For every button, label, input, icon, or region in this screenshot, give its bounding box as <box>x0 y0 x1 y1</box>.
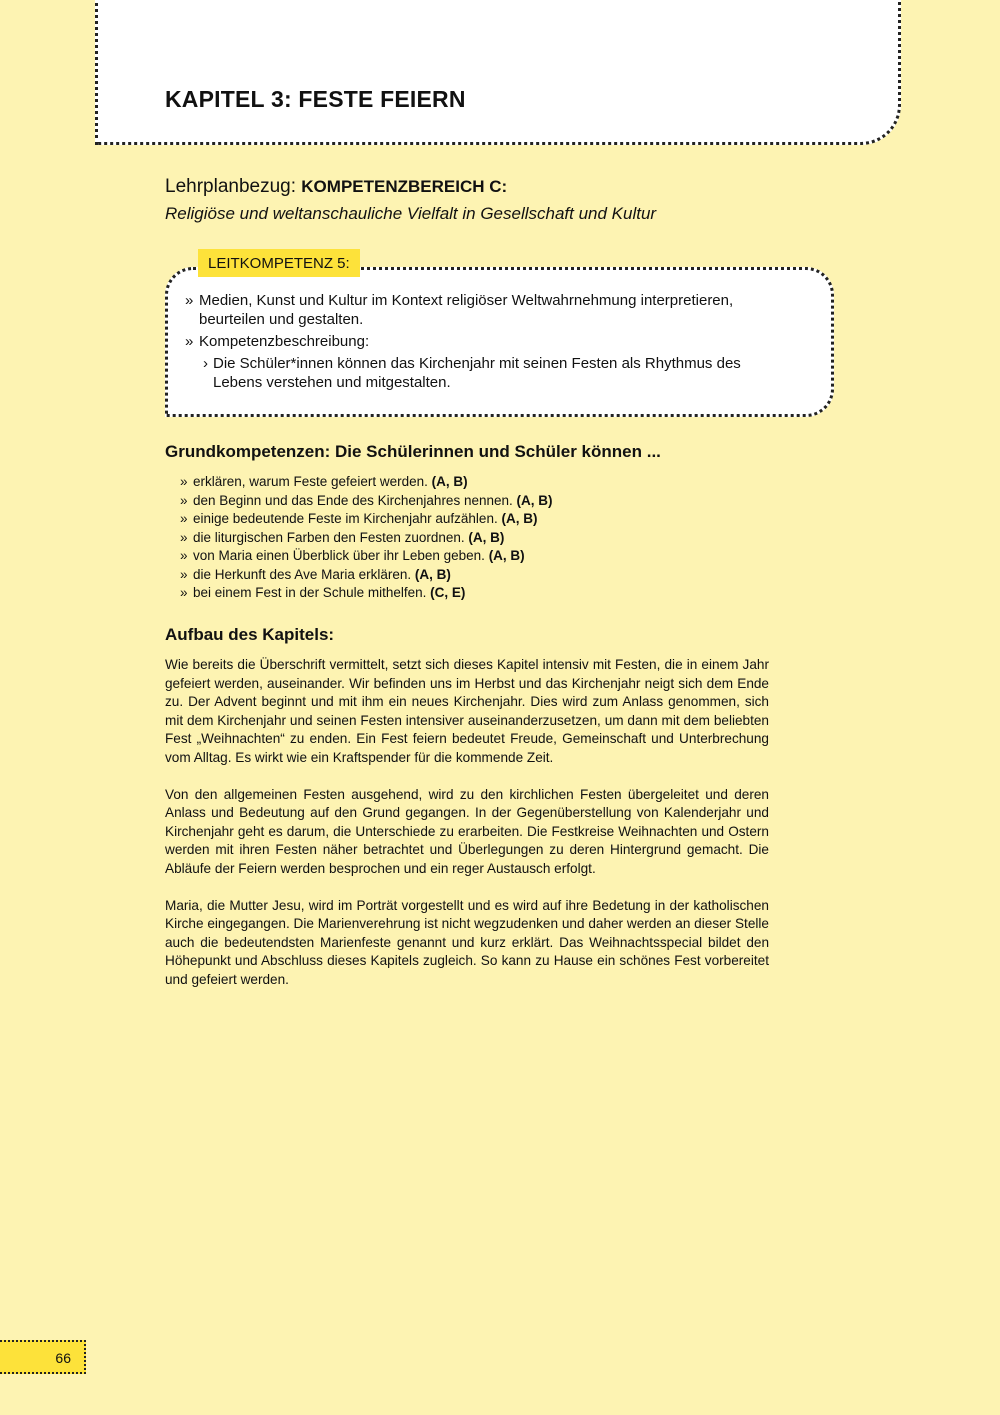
bullet-marker: » <box>185 292 194 309</box>
bullet-marker: » <box>180 585 188 600</box>
grundkompetenzen-list <box>180 473 780 603</box>
kompetenzbereich-label: KOMPETENZBEREICH C: <box>301 177 508 196</box>
list-item: » die liturgischen Farben den Festen zuordnen. (A, B) <box>180 529 780 548</box>
list-item: » Kompetenzbeschreibung: <box>185 333 370 350</box>
list-item: » erklären, warum Feste gefeiert werden. (A, B) <box>180 473 780 492</box>
list-item: » die Herkunft des Ave Maria erklären. (A, B) <box>180 566 780 585</box>
sub-list-item: › Die Schüler*innen können das Kirchenjahr mit seinen Festen als Rhythmus des Lebens verstehen und mitgestalten. <box>203 355 741 391</box>
paragraph: Wie bereits die Überschrift vermittelt, setzt sich dieses Kapitel intensiv mit Festen, die in einem Jahr gefeiert werden, auseinander. Wir befinden uns im Herbst und das Kirchenjahr neigt sich dem Ende zu. Der Advent beginnt und mit ihm ein neues Kirchenjahr. Dies wird zum Anlass genommen, sich mit dem Kirchenjahr und seinen Festen intensiver auseinanderzusetzen, um dann mit dem beliebten Fest „Weihnachten“ zu enden. Ein Fest feiern bedeutet Freude, Gemeinschaft und Unterbrechung vom Alltag. Es wirkt wie ein Kraftspender für die kommende Zeit. <box>165 657 769 765</box>
lehrplan-subtitle: Religiöse und weltanschauliche Vielfalt in Gesellschaft und Kultur <box>165 204 657 223</box>
lehrplan-line <box>165 176 845 198</box>
paragraph: Maria, die Mutter Jesu, wird im Porträt vorgestellt und es wird auf ihre Bedetung in der katholischen Kirche eingegangen. Die Marienverehrung ist nicht wegzudenken und daher werden an dieser Stelle auch die bedeutendsten Marienfeste genannt und kurz erklärt. Das Weihnachtsspecial bildet den Höhepunkt und Abschluss dieses Kapitels zugleich. So kann zu Hause ein schönes Fest vorbereitet und gefeiert werden. <box>165 897 769 987</box>
list-item: » Medien, Kunst und Kultur im Kontext religiöser Weltwahrnehmung interpretieren, beurteilen und gestalten. <box>185 292 734 328</box>
lehrplan-prefix: Lehrplanbezug: <box>165 176 302 197</box>
list-item: » den Beginn und das Ende des Kirchenjahres nennen. (A, B) <box>180 492 780 511</box>
sub-bullet-marker: › <box>203 355 208 372</box>
page-number-box <box>0 1340 86 1374</box>
list-item: » einige bedeutende Feste im Kirchenjahr aufzählen. (A, B) <box>180 510 780 529</box>
bullet-marker: » <box>180 511 188 526</box>
leitkompetenz-list <box>185 291 785 392</box>
bullet-marker: » <box>180 566 188 582</box>
aufbau-heading: Aufbau des Kapitels: <box>165 625 335 644</box>
bullet-marker: » <box>180 529 188 545</box>
bullet-marker: » <box>180 548 188 563</box>
bullet-marker: » <box>185 333 194 350</box>
leitkompetenz-label: LEITKOMPETENZ 5: <box>198 249 360 277</box>
chapter-title: KAPITEL 3: FESTE FEIERN <box>165 86 466 112</box>
list-item: » von Maria einen Überblick über ihr Leben geben. (A, B) <box>180 547 780 566</box>
grundkompetenzen-heading: Grundkompetenzen: Die Schülerinnen und Schüler können ... <box>165 442 661 461</box>
aufbau-body <box>165 656 769 1008</box>
paragraph: Von den allgemeinen Festen ausgehend, wird zu den kirchlichen Festen übergeleitet und deren Anlass und Bedeutung auf den Grund gegangen. In der Gegenüberstellung von Kalenderjahr und Kirchenjahr geht es darum, die Unterschiede zu erarbeiten. Die Festkreise Weihnachten und Ostern werden mit ihren Festen näher betrachtet und Überlegungen zu deren Hintergrund gemacht. Die Abläufe der Feiern werden besprochen und ein reger Austausch erfolgt. <box>165 786 769 876</box>
lehrplan-section <box>165 176 845 224</box>
list-item: » bei einem Fest in der Schule mithelfen. (C, E) <box>180 584 780 603</box>
chapter-header-card <box>95 0 901 145</box>
bullet-marker: » <box>180 492 188 508</box>
bullet-marker: » <box>180 474 188 489</box>
page-number: 66 <box>55 1350 71 1366</box>
